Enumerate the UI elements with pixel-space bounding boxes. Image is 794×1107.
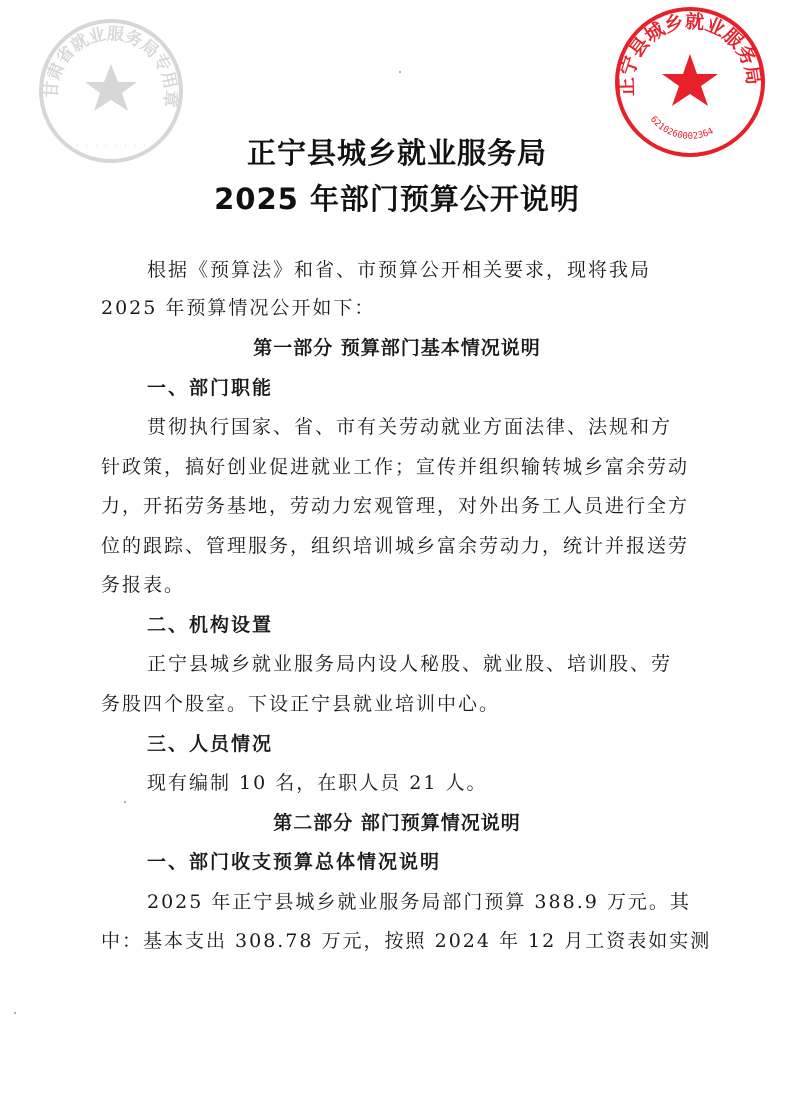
paragraph-line: 中：基本支出 308.78 万元，按照 2024 年 12 月工资表如实测 (101, 930, 712, 952)
part2-title: 第二部分 部门预算情况说明 (273, 812, 521, 834)
right-seal-code: 6210260002364 (647, 114, 716, 142)
paragraph-line: 位的跟踪、管理服务，组织培训城乡富余劳动力，统计并报送劳 (101, 535, 690, 557)
paragraph-line: 针政策，搞好创业促进就业工作；宣传并组织输转城乡富余劳动 (101, 456, 690, 478)
paragraph-line: 正宁县城乡就业服务局内设人秘股、就业股、培训股、劳 (147, 653, 673, 675)
paragraph-line: 现有编制 10 名，在职人员 21 人。 (147, 772, 488, 794)
scan-speck (14, 1012, 16, 1014)
part1-section2-heading: 二、机构设置 (147, 614, 274, 636)
seal-star-icon (662, 54, 718, 106)
scan-speck (399, 71, 401, 73)
part1-title: 第一部分 预算部门基本情况说明 (253, 337, 541, 359)
paragraph-line: 贯彻执行国家、省、市有关劳动就业方面法律、法规和方 (147, 416, 673, 438)
part2-section1-heading: 一、部门收支预算总体情况说明 (147, 851, 442, 873)
part1-section3-heading: 三、人员情况 (147, 733, 274, 755)
document-title-line1: 正宁县城乡就业服务局 (246, 136, 547, 170)
part1-section1-heading: 一、部门职能 (147, 377, 274, 399)
paragraph-line: 力，开拓劳务基地，劳动力宏观管理，对外出务工人员进行全方 (101, 495, 690, 517)
svg-text:· · · · · · · ·: · · · · · · · · (74, 141, 148, 150)
intro-line-2: 2025 年预算情况公开如下： (101, 297, 376, 319)
right-seal-text: 正宁县城乡就业服务局 (615, 10, 765, 97)
paragraph-line: 务报表。 (101, 574, 186, 596)
paragraph-line: 务股四个股室。下设正宁县就业培训中心。 (101, 693, 501, 715)
document-title-line2: 2025 年部门预算公开说明 (214, 182, 580, 216)
left-seal-text: 甘肃省就业服务局专用章 (41, 24, 181, 109)
intro-line-1: 根据《预算法》和省、市预算公开相关要求，现将我局 (147, 259, 652, 281)
scan-speck (124, 801, 126, 803)
seal-star-icon (85, 64, 137, 111)
paragraph-line: 2025 年正宁县城乡就业服务局部门预算 388.9 万元。其 (147, 891, 691, 913)
